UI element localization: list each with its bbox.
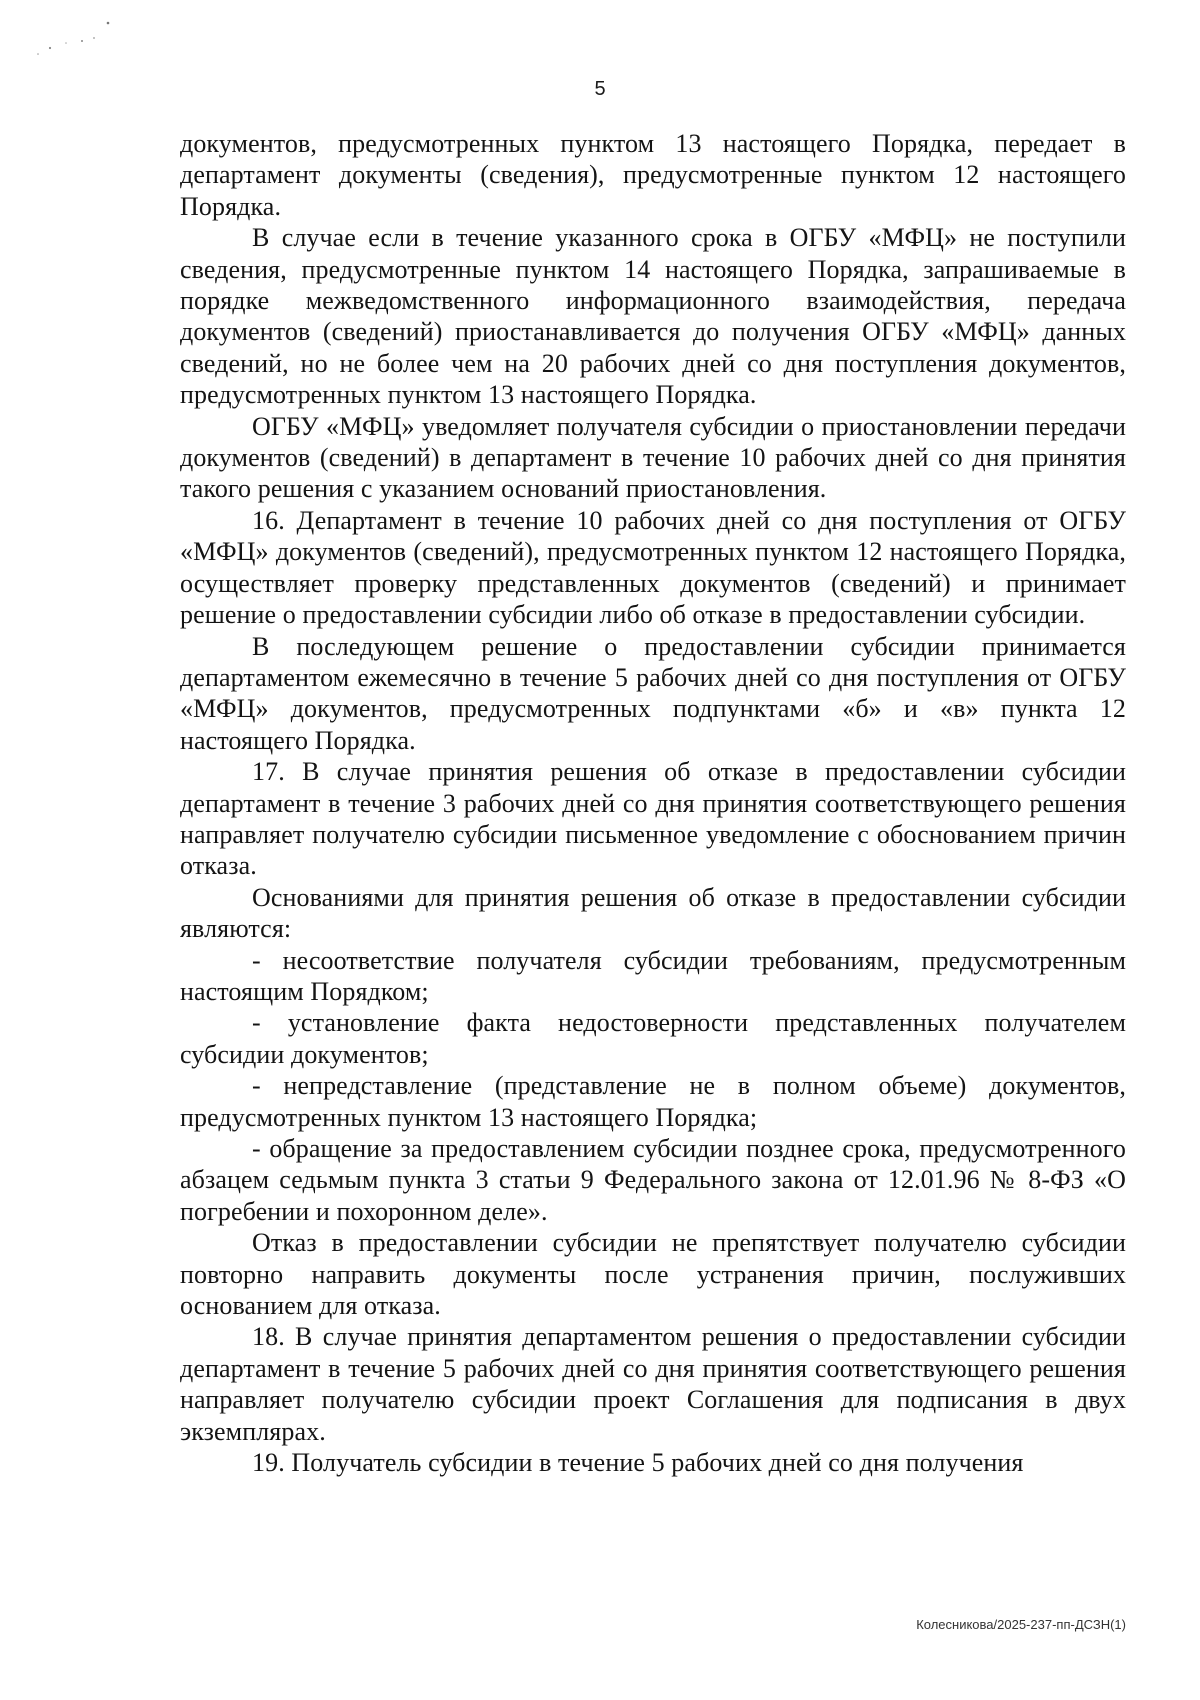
paragraph: Отказ в предоставлении субсидии не препятствует получателю субсидии повторно направить документы после устранения причин, послуживших основанием для отказа. — [180, 1228, 1126, 1321]
document-footer-code: Колесникова/2025-237-пп-ДСЗН(1) — [916, 1617, 1126, 1632]
document-body — [180, 128, 1126, 1478]
paragraph: ОГБУ «МФЦ» уведомляет получателя субсидии о приостановлении передачи документов (сведений) в департамент в течение 10 рабочих дней со дня принятия такого решения с указанием оснований приостановления. — [180, 411, 1126, 504]
clause-19: 19. Получатель субсидии в течение 5 рабочих дней со дня получения — [252, 1448, 1024, 1478]
paragraph: В последующем решение о предоставлении субсидии принимается департаментом ежемесячно в течение 5 рабочих дней со дня поступления от ОГБУ «МФЦ» документов, предусмотренных подпунктами «б» и «в» пункта 12 настоящего Порядка. — [180, 631, 1126, 755]
scan-specks — [20, 10, 140, 60]
paragraph-continuation: документов, предусмотренных пунктом 13 настоящего Порядка, передает в департамент документы (сведения), предусмотренные пунктом 12 настоящего Порядка. — [180, 129, 1126, 221]
list-item: - установление факта недостоверности представленных получателем субсидии документов; — [180, 1008, 1126, 1069]
clause-17: 17. В случае принятия решения об отказе в предоставлении субсидии департамент в течение 3 рабочих дней со дня принятия соответствующего решения направляет получателю субсидии письменное уведомление с обоснованием причин отказа. — [180, 757, 1126, 881]
page-number: 5 — [594, 78, 606, 100]
paragraph: Основаниями для принятия решения об отказе в предоставлении субсидии являются: — [180, 882, 1126, 944]
list-item: - обращение за предоставлением субсидии позднее срока, предусмотренного абзацем седьмым пункта 3 статьи 9 Федерального закона от 12.01.96 № 8-ФЗ «О погребении и похоронном деле». — [180, 1134, 1126, 1226]
clause-16: 16. Департамент в течение 10 рабочих дней со дня поступления от ОГБУ «МФЦ» документов (сведений), предусмотренных пунктом 12 настоящего Порядка, осуществляет проверку представленных документов (сведений) и принимает решение о предоставлении субсидии либо об отказе в предоставлении субсидии. — [180, 505, 1126, 630]
list-item: - непредставление (представление не в полном объеме) документов, предусмотренных пунктом 13 настоящего Порядка; — [180, 1071, 1126, 1132]
list-item: - несоответствие получателя субсидии требованиям, предусмотренным настоящим Порядком; — [180, 945, 1126, 1006]
clause-18: 18. В случае принятия департаментом решения о предоставлении субсидии департамент в течение 5 рабочих дней со дня принятия соответствующего решения направляет получателю субсидии проект Соглашения для подписания в двух экземплярах. — [180, 1322, 1126, 1446]
paragraph: В случае если в течение указанного срока в ОГБУ «МФЦ» не поступили сведения, предусмотренные пунктом 14 настоящего Порядка, запрашиваемые в порядке межведомственного информационного взаимодействия, передача документов (сведений) приостанавливается до получения ОГБУ «МФЦ» данных сведений, но не более чем на 20 рабочих дней со дня поступления документов, предусмотренных пунктом 13 настоящего Порядка. — [180, 223, 1126, 410]
